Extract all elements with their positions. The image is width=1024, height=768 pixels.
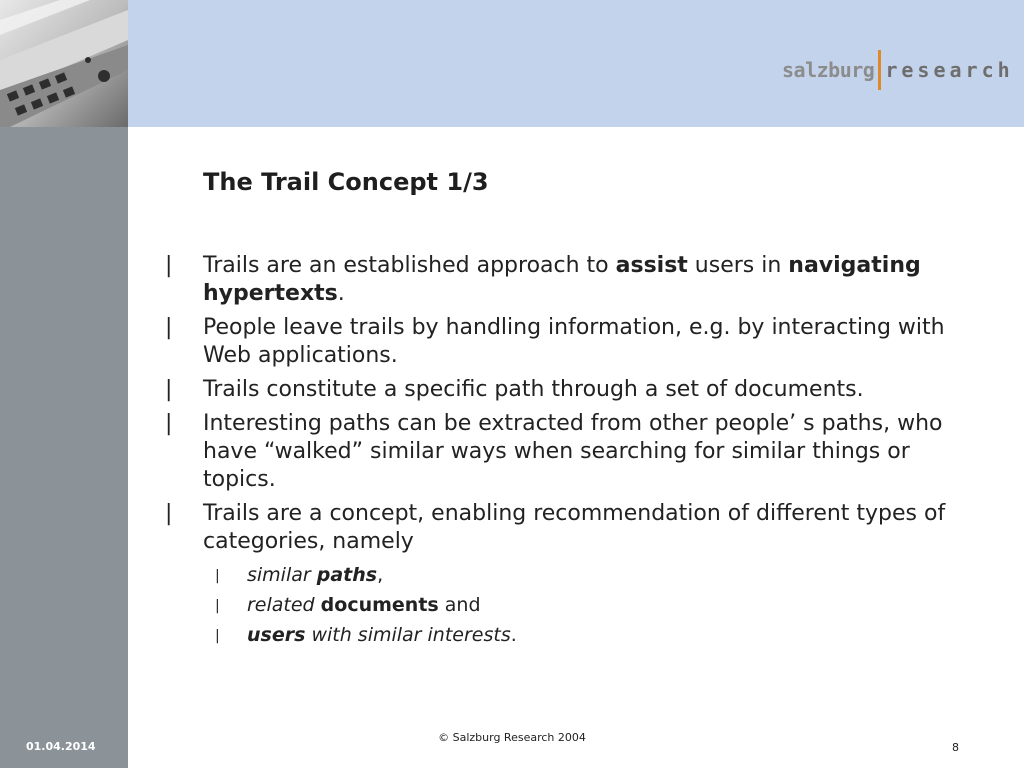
sub-bullet-marker: | bbox=[215, 568, 220, 584]
footer-copyright: © Salzburg Research 2004 bbox=[438, 731, 586, 744]
header-photo-image bbox=[0, 0, 128, 127]
bullet-item: | Trails are a concept, enabling recommendation of different types of categories, namely bbox=[165, 501, 946, 554]
sub-bullet-item: | users with similar interests. bbox=[165, 622, 985, 648]
logo-divider bbox=[878, 50, 881, 90]
sub-bullet-marker: | bbox=[215, 628, 220, 644]
footer-date: 01.04.2014 bbox=[26, 740, 96, 753]
salzburg-research-logo bbox=[782, 50, 1014, 90]
logo-text-research: research bbox=[885, 58, 1014, 82]
sub-bullet-item: | similar paths, bbox=[165, 562, 985, 588]
bullet-marker: | bbox=[165, 315, 173, 340]
bullet-marker: | bbox=[165, 253, 173, 278]
bullet-item: | Interesting paths can be extracted from other people’ s paths, who have “walked” similar ways when searching for similar things or topics. bbox=[165, 411, 943, 492]
logo-text-salzburg: salzburg bbox=[782, 58, 875, 82]
bullet-item: | People leave trails by handling information, e.g. by interacting with Web applications. bbox=[165, 315, 945, 368]
sub-bullet-item: | related documents and bbox=[165, 592, 985, 618]
slide-title: The Trail Concept 1/3 bbox=[203, 168, 489, 196]
bullet-list bbox=[165, 252, 985, 652]
bullet-marker: | bbox=[165, 501, 173, 526]
bullet-marker: | bbox=[165, 377, 173, 402]
sub-bullet-marker: | bbox=[215, 598, 220, 614]
bullet-item: | Trails are an established approach to assist users in navigating hypertexts. bbox=[165, 253, 921, 306]
bullet-item: | Trails constitute a specific path through a set of documents. bbox=[165, 377, 864, 402]
bullet-marker: | bbox=[165, 411, 173, 436]
machinery-photo bbox=[0, 0, 128, 127]
left-sidebar bbox=[0, 127, 128, 768]
page-number: 8 bbox=[952, 741, 959, 754]
